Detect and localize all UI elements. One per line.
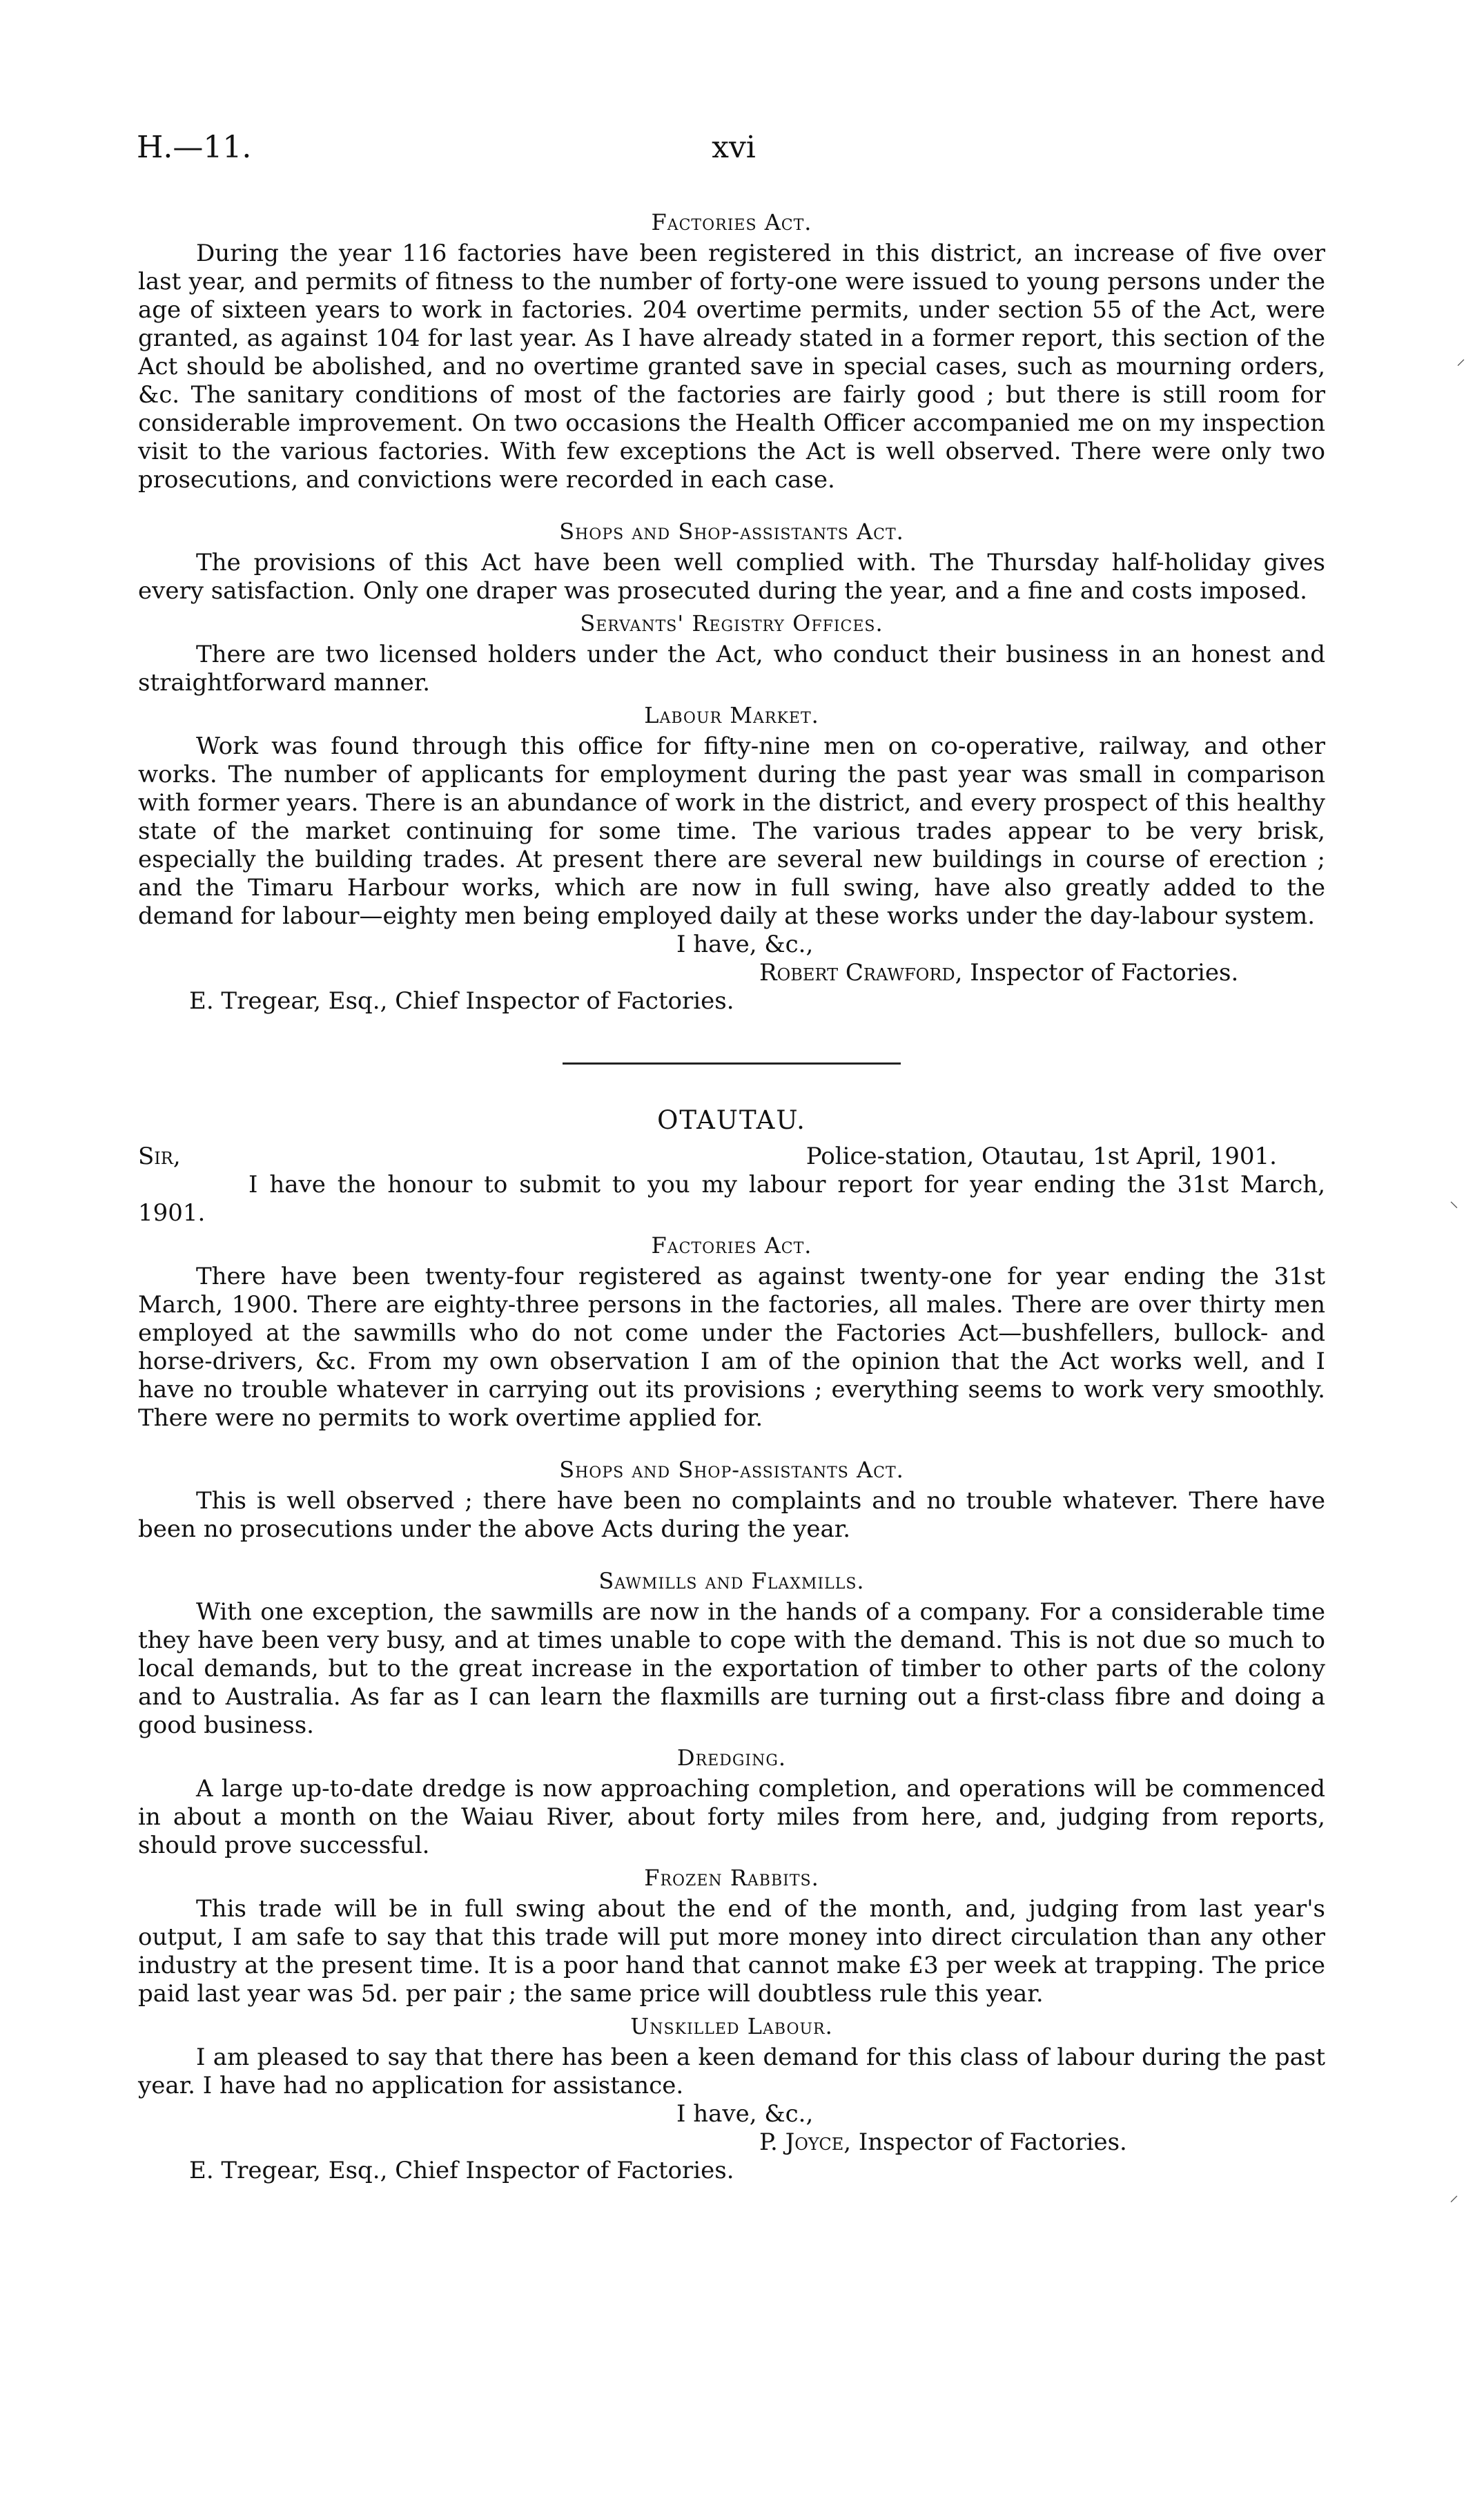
- paragraph: The provisions of this Act have been well complied with. The Thursday half-holiday gives every satisfaction. Only one draper was prosecuted during the year, and a fine and costs imposed.: [138, 549, 1325, 605]
- section-heading: Servants' Registry Offices.: [580, 610, 883, 637]
- signature-name: Robert Crawford: [759, 959, 955, 987]
- place-date: Police-station, Otautau, 1st April, 1901.: [806, 1143, 1277, 1170]
- scan-mark: ⸝: [1449, 2185, 1459, 2206]
- signature: [759, 2128, 1325, 2157]
- addressee: E. Tregear, Esq., Chief Inspector of Factories.: [189, 987, 734, 1015]
- otautau-report: [138, 1106, 1325, 2185]
- scan-mark: ⸜: [1449, 1191, 1459, 1212]
- paragraph: A large up-to-date dredge is now approaching completion, and operations will be commenced in about a month on the Waiau River, about forty miles from here, and, judging from reports, should prove successful.: [138, 1775, 1325, 1859]
- section-heading: Labour Market.: [644, 702, 819, 728]
- section-heading: Frozen Rabbits.: [644, 1865, 819, 1891]
- paragraph: During the year 116 factories have been registered in this district, an increase of five over last year, and permits of fitness to the number of forty-one were issued to young persons under the age of sixteen years to work in factories. 204 overtime permits, under section 55 of the Act, were granted, as against 104 for last year. As I have already stated in a former report, this section of the Act should be abolished, and no overtime granted save in special cases, such as mourning orders, &c. The sanitary conditions of most of the factories are fairly good ; but there is still room for considerable improvement. On two occasions the Health Officer accompanied me on my inspection visit to the various factories. With few exceptions the Act is well observed. There were only two prosecutions, and convictions were recorded in each case.: [138, 240, 1325, 494]
- paragraph: There are two licensed holders under the Act, who conduct their business in an honest and straightforward manner.: [138, 641, 1325, 697]
- paragraph: This trade will be in full swing about the end of the month, and, judging from last year's output, I am safe to say that this trade will put more money into direct circulation than any other industry at the present time. It is a poor hand that cannot make £3 per week at trapping. The price paid last year was 5d. per pair ; the same price will doubtless rule this year.: [138, 1895, 1325, 2008]
- timaru-report: [138, 208, 1325, 1016]
- section-heading: Factories Act.: [651, 209, 812, 235]
- document-body: [138, 204, 1325, 2185]
- page-number: xvi: [712, 130, 756, 165]
- addressee: E. Tregear, Esq., Chief Inspector of Factories.: [189, 2157, 734, 2184]
- section-heading: Shops and Shop-assistants Act.: [559, 518, 904, 545]
- section-divider: [563, 1062, 901, 1065]
- document-reference: H.—11.: [137, 130, 252, 165]
- paragraph: This is well observed ; there have been no complaints and no trouble whatever. There have been no prosecutions under the above Acts during the year.: [138, 1487, 1325, 1543]
- paragraph: With one exception, the sawmills are now in the hands of a company. For a considerable time they have been very busy, and at times unable to cope with the demand. This is not due so much to local demands, but to the great increase in the exportation of timber to other parts of the colony and to Australia. As far as I can learn the flaxmills are turning out a first-class fibre and doing a good business.: [138, 1598, 1325, 1739]
- salutation: Sir,: [138, 1143, 181, 1170]
- paragraph: There have been twenty-four registered as against twenty-one for year ending the 31st March, 1900. There are eighty-three persons in the factories, all males. There are over thirty men employed at the sawmills who do not come under the Factories Act—bushfellers, bullock- and horse-drivers, &c. From my own observation I am of the opinion that the Act works well, and I have no trouble whatever in carrying out its provisions ; everything seems to work very smoothly. There were no permits to work overtime applied for.: [138, 1263, 1325, 1432]
- paragraph: Work was found through this office for fifty-nine men on co-operative, railway, and other works. The number of applicants for employment during the past year was small in comparison with former years. There is an abundance of work in the district, and every prospect of this healthy state of the market continuing for some time. The various trades appear to be very brisk, especially the building trades. At present there are several new buildings in course of erection ; and the Timaru Harbour works, which are now in full swing, have also greatly added to the demand for labour—eighty men being employed daily at these works under the day-labour system.: [138, 732, 1325, 930]
- closing: I have, &c.,: [676, 931, 814, 958]
- signature-title: , Inspector of Factories.: [843, 2128, 1127, 2156]
- closing: I have, &c.,: [676, 2100, 814, 2128]
- intro-paragraph: I have the honour to submit to you my labour report for year ending the 31st March, 1901.: [138, 1171, 1325, 1227]
- section-heading: Sawmills and Flaxmills.: [598, 1568, 865, 1594]
- signature: [759, 959, 1325, 987]
- section-heading: Shops and Shop-assistants Act.: [559, 1457, 904, 1483]
- signature-name: P. Joyce: [759, 2128, 844, 2156]
- page-header: [137, 130, 1331, 178]
- report-title: OTAUTAU.: [657, 1105, 806, 1135]
- salutation-line: [138, 1143, 1325, 1171]
- paragraph: I am pleased to say that there has been a keen demand for this class of labour during the past year. I have had no application for assistance.: [138, 2043, 1325, 2099]
- signature-title: , Inspector of Factories.: [955, 959, 1239, 987]
- section-heading: Unskilled Labour.: [630, 2013, 833, 2039]
- section-heading: Factories Act.: [651, 1232, 812, 1259]
- section-heading: Dredging.: [676, 1745, 787, 1771]
- scan-mark: ⸝: [1456, 349, 1466, 369]
